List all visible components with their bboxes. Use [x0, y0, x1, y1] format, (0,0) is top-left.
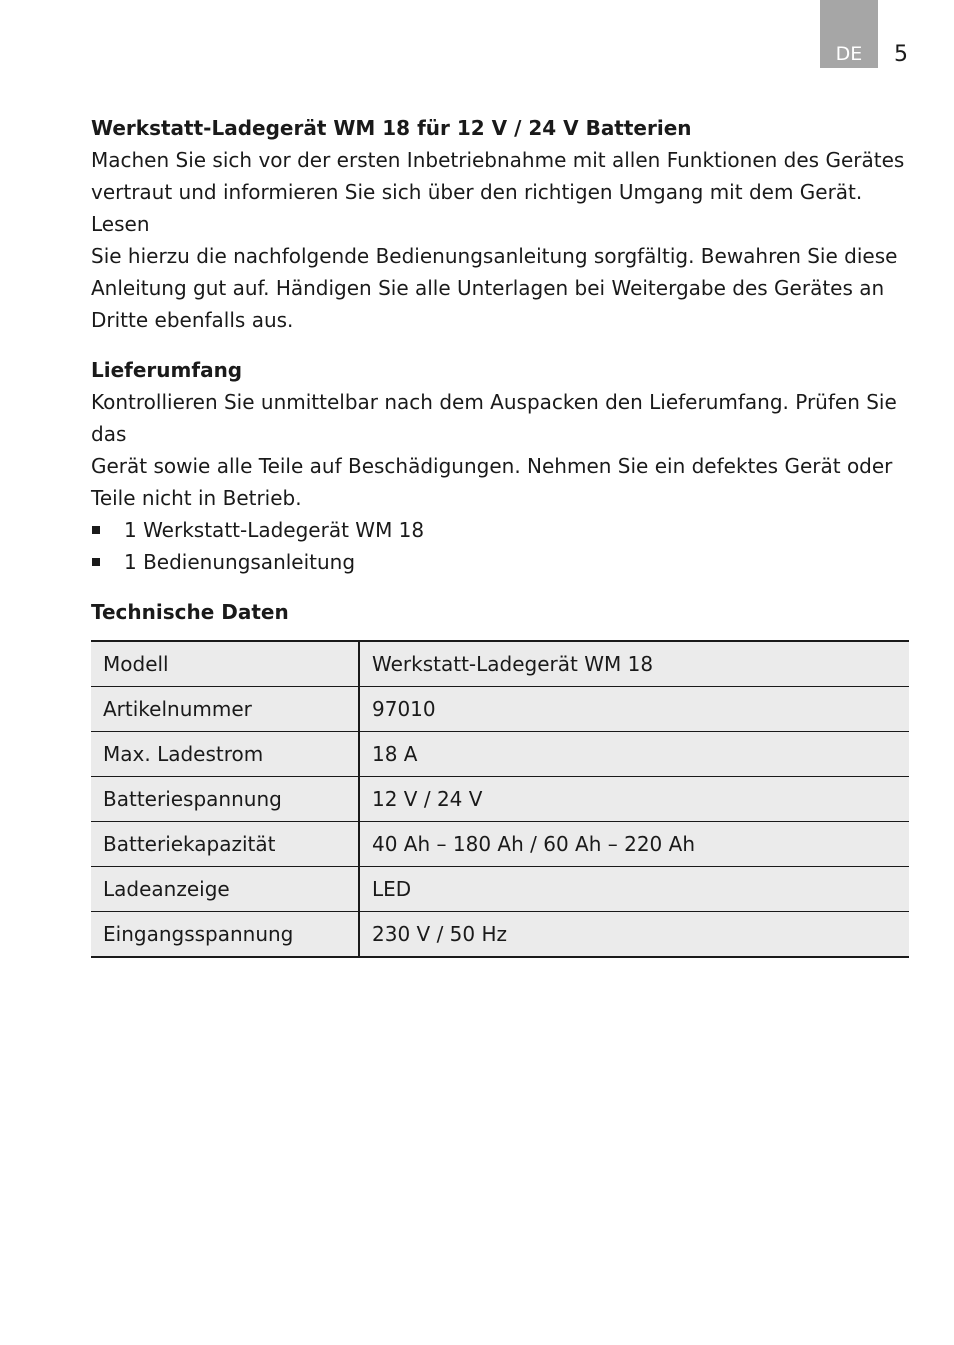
intro-line: vertraut und informieren Sie sich über den richtigen Umgang mit dem Gerät. Lesen	[91, 180, 863, 236]
intro-line: Machen Sie sich vor der ersten Inbetriebnahme mit allen Funktionen des Gerätes	[91, 148, 905, 172]
intro-heading: Werkstatt-Ladegerät WM 18 für 12 V / 24 V Batterien	[91, 116, 692, 140]
specs-heading: Technische Daten	[91, 600, 289, 624]
delivery-line: Gerät sowie alle Teile auf Beschädigungen. Nehmen Sie ein defektes Gerät oder	[91, 454, 893, 478]
page-content	[91, 112, 909, 958]
spec-value: LED	[359, 867, 909, 912]
table-row	[91, 867, 909, 912]
spec-value: 40 Ah – 180 Ah / 60 Ah – 220 Ah	[359, 822, 909, 867]
table-row	[91, 687, 909, 732]
spec-value: 230 V / 50 Hz	[372, 922, 508, 946]
delivery-line: Kontrollieren Sie unmittelbar nach dem Auspacken den Lieferumfang. Prüfen Sie das	[91, 390, 897, 446]
intro-line: Anleitung gut auf. Händigen Sie alle Unterlagen bei Weitergabe des Gerätes an	[91, 276, 885, 300]
spec-value: 18 A	[359, 732, 909, 777]
intro-paragraph	[91, 144, 909, 336]
intro-line: Dritte ebenfalls aus.	[91, 308, 294, 332]
list-item-text: 1 Bedienungsanleitung	[124, 550, 356, 574]
list-item-text: 1 Werkstatt-Ladegerät WM 18	[124, 518, 425, 542]
specs-table	[91, 640, 909, 958]
spec-label: Artikelnummer	[91, 687, 359, 732]
square-bullet-icon	[92, 558, 100, 566]
language-label: DE	[835, 43, 863, 65]
delivery-list	[91, 514, 909, 578]
list-item	[91, 514, 909, 546]
spec-label: Batteriespannung	[91, 777, 359, 822]
spec-label: Ladeanzeige	[91, 867, 359, 912]
table-row	[91, 732, 909, 777]
language-tab	[820, 0, 878, 68]
page-number: 5	[894, 42, 908, 67]
spec-label: Modell	[91, 641, 359, 687]
spec-value: 97010	[359, 687, 909, 732]
delivery-paragraph	[91, 386, 909, 514]
table-row	[91, 912, 909, 958]
spec-label: Eingangsspannung	[91, 912, 359, 958]
spec-label: Batteriekapazität	[91, 822, 359, 867]
delivery-line: Teile nicht in Betrieb.	[91, 486, 302, 510]
table-row	[91, 641, 909, 687]
spec-value: Werkstatt-Ladegerät WM 18	[359, 641, 909, 687]
square-bullet-icon	[92, 526, 100, 534]
table-row	[91, 822, 909, 867]
intro-line: Sie hierzu die nachfolgende Bedienungsanleitung sorgfältig. Bewahren Sie diese	[91, 244, 898, 268]
spec-value: 12 V / 24 V	[359, 777, 909, 822]
table-row	[91, 777, 909, 822]
spec-label: Max. Ladestrom	[91, 732, 359, 777]
list-item	[91, 546, 909, 578]
delivery-heading: Lieferumfang	[91, 358, 243, 382]
